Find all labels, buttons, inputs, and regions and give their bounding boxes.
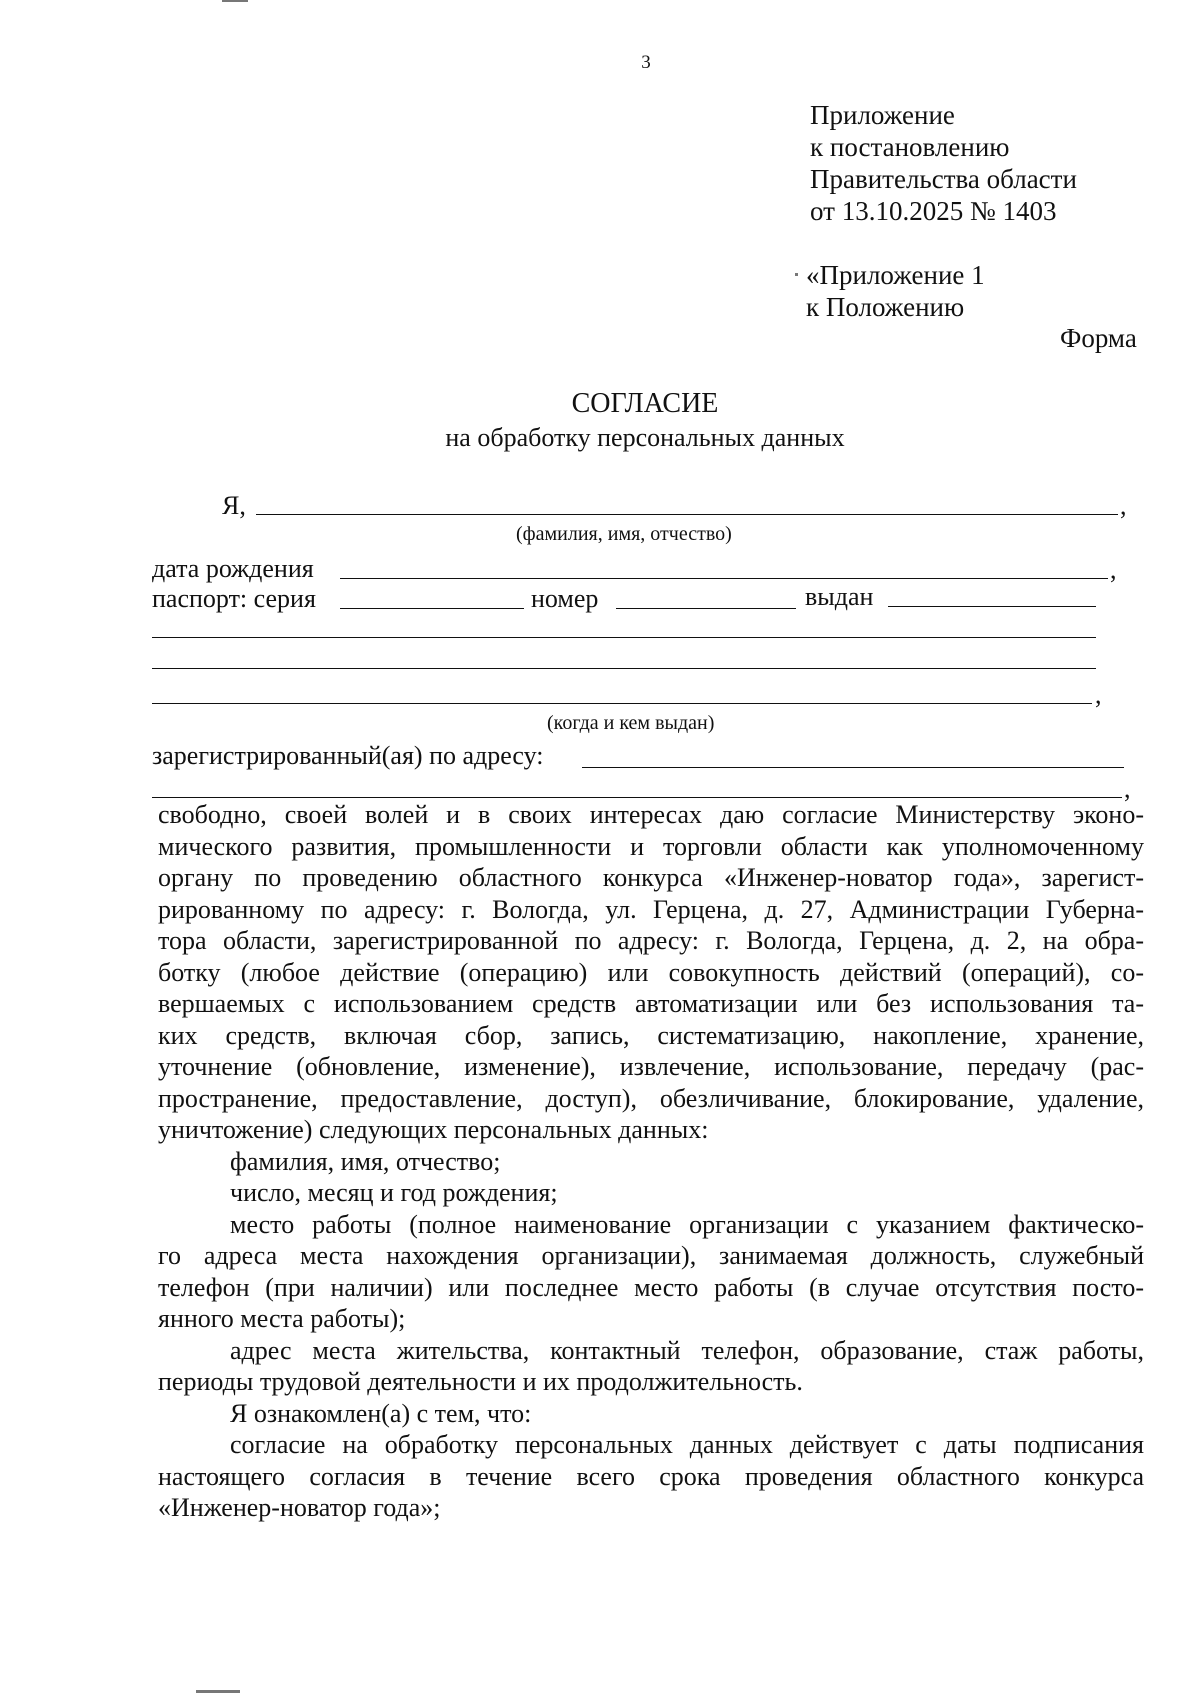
appendix-line: к постановлению [810,132,1010,162]
birth-date-label: дата рождения [152,554,314,583]
body-line: вершаемых с использованием средств автоматизации или без использования та- [158,989,1144,1018]
acknowledge-line: Я ознакомлен(а) с тем, что: [230,1398,532,1428]
appendix-1-header [806,259,985,323]
body-line: тора области, зарегистрированной по адресу: г. Вологда, Герцена, д. 2, на обра- [158,926,1144,955]
appendix-line: от 13.10.2025 № 1403 [810,196,1057,226]
address-comma: , [1124,774,1131,803]
issued-line[interactable] [152,703,1092,704]
address-field[interactable] [152,797,1122,798]
scan-mark-top [222,0,248,2]
appendix-1-line: к Положению [806,292,965,322]
document-title: СОГЛАСИЕ [571,388,719,419]
list-item: число, месяц и год рождения; [230,1178,558,1207]
issued-comma: , [1095,680,1102,709]
body-line: органу по проведению областного конкурса «Инженер-новатор года», зарегист- [158,863,1144,892]
list-item: фамилия, имя, отчество; [230,1146,501,1176]
page-number: 3 [641,52,651,73]
list-item: адрес места жительства, контактный телефон, образование, стаж работы, [230,1335,1144,1365]
appendix-line: Правительства области [810,164,1077,194]
address-label: зарегистрированный(ая) по адресу: [152,741,544,770]
list-item: настоящего согласия в течение всего срока проведения областного конкурса [158,1461,1144,1491]
scan-mark-bottom [196,1690,240,1693]
body-line: уничтожение) следующих персональных данных: [158,1115,709,1144]
body-line: уточнение (обновление, изменение), извлечение, использование, передачу (рас- [158,1052,1144,1081]
list-item: «Инженер-новатор года»; [158,1493,441,1522]
list-item: телефон (при наличии) или последнее место работы (в случае отсутствия посто- [158,1272,1144,1302]
body-line: мического развития, промышленности и торговли области как уполномоченному [158,831,1144,861]
fio-field[interactable] [256,514,1118,515]
passport-issued-label: выдан [805,582,874,611]
body-line: ких средств, включая сбор, запись, систематизацию, накопление, хранение, [158,1020,1144,1050]
document-subtitle: на обработку персональных данных [445,423,845,452]
passport-issued-field[interactable] [888,606,1096,607]
list-item: согласие на обработку персональных данных действует с даты подписания [230,1430,1144,1459]
form-label: Форма [1060,323,1137,353]
i-label: Я, [222,491,246,520]
body-line: пространение, предоставление, доступ), обезличивание, блокирование, удаление, [158,1083,1144,1113]
appendix-header [810,99,1077,227]
passport-number-field[interactable] [616,608,796,609]
body-line: свободно, своей волей и в своих интересах даю согласие Министерству эконо- [158,800,1144,829]
appendix-1-line: «Приложение 1 [806,260,985,290]
address-field[interactable] [582,767,1124,768]
scan-mark-dot [795,273,798,276]
issued-line[interactable] [152,637,1096,638]
birth-date-field[interactable] [340,578,1108,579]
fio-caption: (фамилия, имя, отчество) [516,523,732,545]
issued-caption: (когда и кем выдан) [547,712,715,734]
passport-series-field[interactable] [340,608,524,609]
appendix-line: Приложение [810,100,955,130]
issued-line[interactable] [152,668,1096,669]
consent-body [158,799,1144,1524]
body-line: ботку (любое действие (операцию) или совокупность действий (операций), со- [158,957,1144,987]
list-item: янного места работы); [158,1304,406,1333]
fio-comma: , [1120,491,1127,520]
list-item: го адреса места нахождения организации), занимаемая должность, служебный [158,1241,1144,1270]
passport-number-label: номер [531,584,599,613]
birth-date-comma: , [1110,555,1117,584]
list-item: периоды трудовой деятельности и их продолжительность. [158,1367,803,1396]
list-item: место работы (полное наименование организации с указанием фактическо- [230,1209,1144,1239]
body-line: рированному по адресу: г. Вологда, ул. Герцена, д. 27, Администрации Губерна- [158,894,1144,924]
passport-series-label: паспорт: серия [152,584,316,613]
